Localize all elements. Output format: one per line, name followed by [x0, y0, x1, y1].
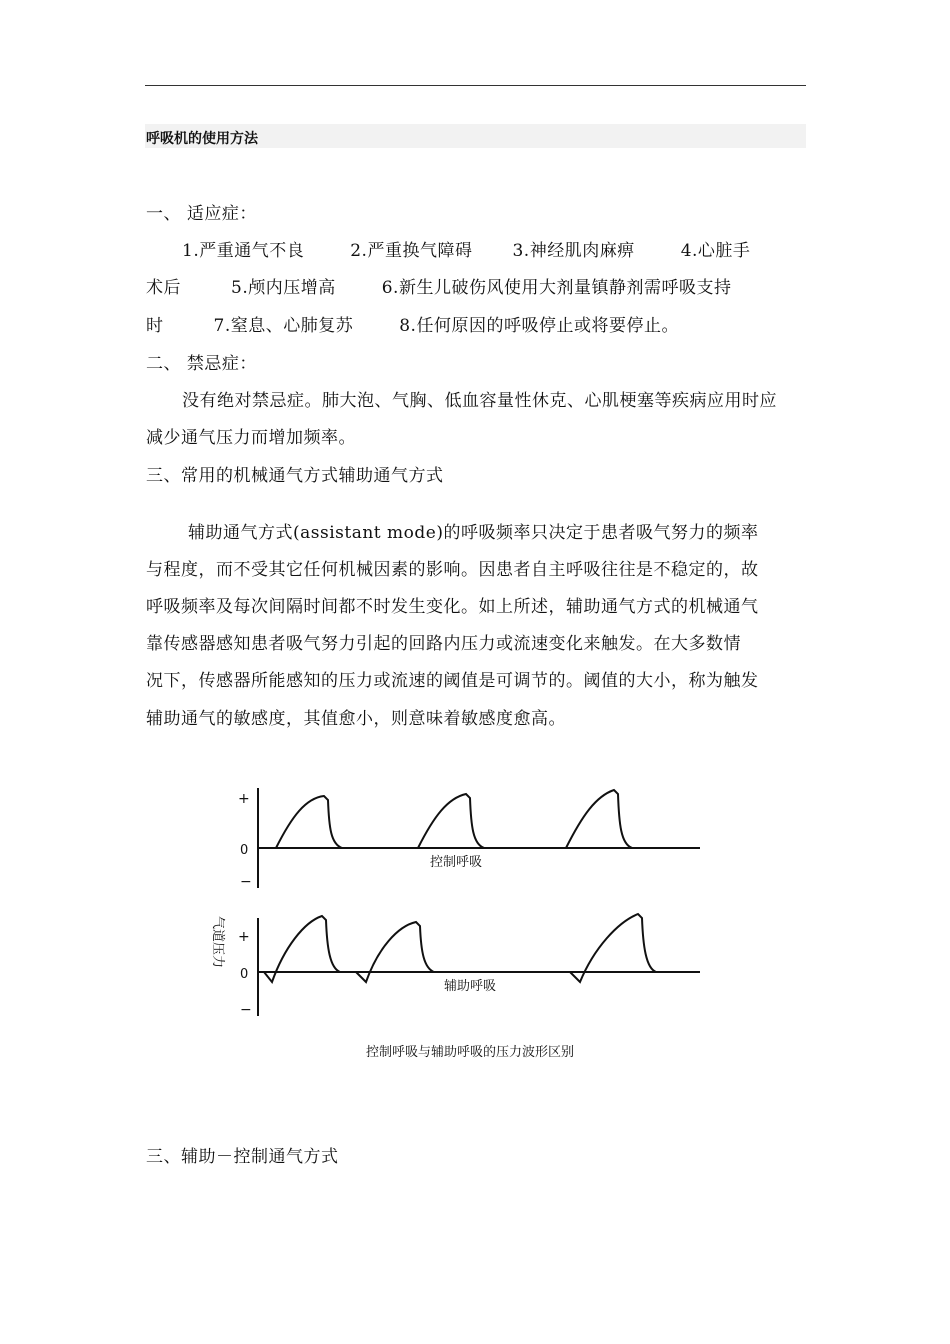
section-indications-heading: 一、 适应症： [146, 204, 257, 224]
indications-line-3 [146, 311, 679, 336]
indication-item: 7.窒息、心肺复苏 [213, 316, 354, 336]
indication-item: 6.新生儿破伤风使用大剂量镇静剂需呼吸支持 [381, 278, 732, 298]
indication-item: 术后 [146, 278, 181, 298]
indication-item: 4.心脏手 [680, 241, 751, 261]
bottom-caption: 辅助呼吸 [444, 979, 497, 994]
assist-mode-text-5: 况下，传感器所能感知的压力或流速的阈值是可调节的。阈值的大小，称为触发 [146, 671, 759, 691]
indication-item: 2.严重换气障碍 [350, 241, 473, 261]
waveform-svg [200, 776, 720, 1076]
indication-item: 时 [146, 316, 164, 336]
contraindications-text-1: 没有绝对禁忌症。肺大泡、气胸、低血容量性休克、心肌梗塞等疾病应用时应 [182, 391, 777, 411]
indications-line-1 [182, 236, 750, 261]
bottom-tick-plus: + [238, 929, 250, 945]
assist-mode-text-6: 辅助通气的敏感度，其值愈小，则意味着敏感度愈高。 [146, 709, 566, 729]
indication-item: 8.任何原因的呼吸停止或将要停止。 [399, 316, 679, 336]
indication-item: 5.颅内压增高 [231, 278, 336, 298]
indications-line-2 [146, 273, 731, 298]
top-waveform-breath-3 [566, 790, 632, 848]
indication-item: 3.神经肌肉麻痹 [512, 241, 635, 261]
figure-caption: 控制呼吸与辅助呼吸的压力波形区别 [366, 1045, 575, 1060]
section-contraindications-heading: 二、 禁忌症： [146, 354, 257, 374]
top-tick-zero: 0 [240, 843, 249, 858]
assist-mode-text-2: 与程度，而不受其它任何机械因素的影响。因患者自主呼吸往往是不稳定的，故 [146, 560, 759, 580]
header-rule [145, 85, 806, 86]
top-waveform-breath-1 [276, 796, 342, 848]
contraindications-text-2: 减少通气压力而增加频率。 [146, 428, 356, 448]
top-tick-plus: + [238, 791, 250, 807]
assist-mode-text-4: 靠传感器感知患者吸气努力引起的回路内压力或流速变化来触发。在大多数情 [146, 634, 741, 654]
section-modes-heading: 三、常用的机械通气方式辅助通气方式 [146, 466, 444, 486]
document-title: 呼吸机的使用方法 [146, 131, 258, 147]
bottom-tick-zero: 0 [240, 967, 249, 982]
indication-item: 1.严重通气不良 [182, 241, 305, 261]
section-assist-control-heading: 三、辅助－控制通气方式 [146, 1147, 339, 1167]
bottom-tick-minus: − [240, 1002, 252, 1018]
y-axis-label: 气道压力 [210, 916, 225, 969]
pressure-waveform-figure [200, 776, 720, 1076]
assist-mode-text-3: 呼吸频率及每次间隔时间都不时发生变化。如上所述，辅助通气方式的机械通气 [146, 597, 759, 617]
assist-mode-text-1: 辅助通气方式(assistant mode)的呼吸频率只决定于患者吸气努力的频率 [188, 523, 759, 543]
top-waveform-breath-2 [418, 794, 484, 848]
top-caption: 控制呼吸 [430, 855, 483, 870]
top-tick-minus: − [240, 874, 252, 890]
